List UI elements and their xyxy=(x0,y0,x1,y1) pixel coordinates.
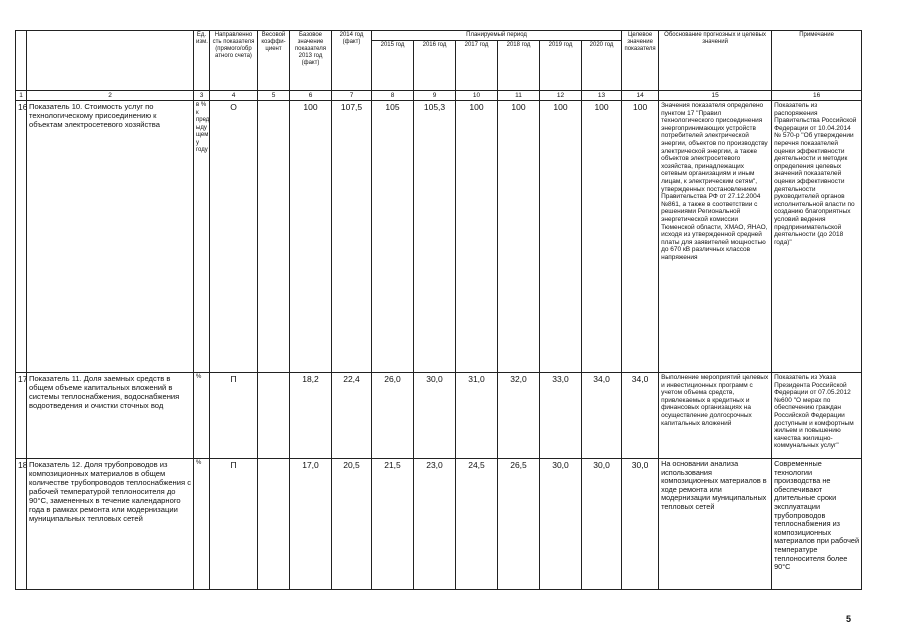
header-direction: Направленно сть показателя (прямого/обр атного счета) xyxy=(210,31,258,91)
unit-cell: % xyxy=(194,459,210,590)
header-fact-2014: 2014 год (факт) xyxy=(332,31,372,91)
col-number: 14 xyxy=(622,91,659,101)
year-value: 23,0 xyxy=(414,459,456,590)
header-name xyxy=(27,31,194,91)
col-number: 6 xyxy=(290,91,332,101)
header-unit: Ед. изм. xyxy=(194,31,210,91)
direction-cell: П xyxy=(210,459,258,590)
header-planned-period: Планируемый период xyxy=(372,31,622,41)
col-number: 15 xyxy=(659,91,772,101)
target-value: 30,0 xyxy=(622,459,659,590)
col-number: 12 xyxy=(540,91,582,101)
year-value: 105,3 xyxy=(414,101,456,373)
year-value: 30,0 xyxy=(414,373,456,459)
header-year: 2020 год xyxy=(582,41,622,91)
direction-cell: П xyxy=(210,373,258,459)
col-number: 9 xyxy=(414,91,456,101)
header-year: 2017 год xyxy=(456,41,498,91)
col-number: 3 xyxy=(194,91,210,101)
year-value: 33,0 xyxy=(540,373,582,459)
table-row xyxy=(16,459,862,590)
col-number: 13 xyxy=(582,91,622,101)
year-value: 30,0 xyxy=(582,459,622,590)
page-number: 5 xyxy=(846,614,852,624)
row-number: 18 xyxy=(16,459,27,590)
note-text: Показатель из распоряжения Правительства Российской Федерации от 10.04.2014 № 570-р "Об утверждении перечня показателей оценки эффективности деятельности и методик определения целевых значений показателей оценки эффективности деятельности руководителей органов исполнительной власти по созданию благоприятных условий ведения предпринимательской деятельности (до 2018 года)" xyxy=(772,101,862,373)
header-justification: Обоснование прогнозных и целевых значений xyxy=(659,31,772,91)
header-row-top xyxy=(16,31,862,41)
col-number: 16 xyxy=(772,91,862,101)
indicators-table xyxy=(15,30,862,590)
header-year: 2015 год xyxy=(372,41,414,91)
col-number: 1 xyxy=(16,91,27,101)
year-value: 100 xyxy=(582,101,622,373)
header-year: 2018 год xyxy=(498,41,540,91)
row-number: 17 xyxy=(16,373,27,459)
header-year: 2016 год xyxy=(414,41,456,91)
year-value: 21,5 xyxy=(372,459,414,590)
year-value: 105 xyxy=(372,101,414,373)
header-target: Целевое значение показателя xyxy=(622,31,659,91)
table-row xyxy=(16,101,862,373)
year-value: 30,0 xyxy=(540,459,582,590)
col-number: 5 xyxy=(258,91,290,101)
target-value: 100 xyxy=(622,101,659,373)
direction-cell: О xyxy=(210,101,258,373)
header-weight: Весовой коэффи- циент xyxy=(258,31,290,91)
col-number: 2 xyxy=(27,91,194,101)
col-number: 8 xyxy=(372,91,414,101)
weight-cell xyxy=(258,373,290,459)
indicator-name: Показатель 10. Стоимость услуг по технологическому присоединению к объектам электросетевого хозяйства xyxy=(27,101,194,373)
base-value: 18,2 xyxy=(290,373,332,459)
fact-2014-value: 107,5 xyxy=(332,101,372,373)
note-text: Показатель из Указа Президента Российской Федерации от 07.05.2012 №600 "О мерах по обеспечению граждан Российской Федерации доступным и комфортным жильем и повышению качества жилищно-коммунальных услуг" xyxy=(772,373,862,459)
year-value: 32,0 xyxy=(498,373,540,459)
target-value: 34,0 xyxy=(622,373,659,459)
note-text: Современные технологии производства не обеспечивают длительные сроки эксплуатации трубопроводов теплоснабжения из композиционных материалов при рабочей температуре теплоносителя более 90°С xyxy=(772,459,862,590)
indicator-name: Показатель 11. Доля заемных средств в общем объеме капитальных вложений в системы теплоснабжения, водоснабжения водоотведения и очистки сточных вод xyxy=(27,373,194,459)
justification-text: На основании анализа использования композиционных материалов в ходе ремонта или модернизации муниципальных тепловых сетей xyxy=(659,459,772,590)
justification-text: Значения показателя определено пунктом 17 "Правил технологического присоединения энергопринимающих устройств потребителей электрической энергии, объектов по производству электрической энергии, а также объектов электросетевого хозяйства, принадлежащих сетевым организациям и иным лицам, к электрическим сетям", утвержденных постановлением Правительства РФ от 27.12.2004 №861, а также в соответствии с решениями Региональной энергетической комиссии Тюменской области, ХМАО, ЯНАО, исходя из утвержденной средней платы для заявителей мощностью до 670 кВ различных классов напряжения xyxy=(659,101,772,373)
weight-cell xyxy=(258,101,290,373)
unit-cell: % xyxy=(194,373,210,459)
col-number: 10 xyxy=(456,91,498,101)
header-note: Примечание xyxy=(772,31,862,91)
base-value: 17,0 xyxy=(290,459,332,590)
year-value: 100 xyxy=(540,101,582,373)
header-year: 2019 год xyxy=(540,41,582,91)
year-value: 26,5 xyxy=(498,459,540,590)
year-value: 100 xyxy=(456,101,498,373)
col-number: 4 xyxy=(210,91,258,101)
justification-text: Выполнение мероприятий целевых и инвестиционных программ с учетом объема средств, привлекаемых в кредитных и финансовых организациях на осуществление долгосрочных капитальных вложений xyxy=(659,373,772,459)
indicator-name: Показатель 12. Доля трубопроводов из композиционных материалов в общем количестве трубопроводов теплоснабжения с рабочей температурой теплоносителя до 90°С, замененных в течение календарного года в рамках ремонта или модернизации муниципальных тепловых сетей xyxy=(27,459,194,590)
fact-2014-value: 22,4 xyxy=(332,373,372,459)
table-row xyxy=(16,373,862,459)
header-num xyxy=(16,31,27,91)
col-number: 7 xyxy=(332,91,372,101)
year-value: 31,0 xyxy=(456,373,498,459)
row-number: 16 xyxy=(16,101,27,373)
col-number: 11 xyxy=(498,91,540,101)
base-value: 100 xyxy=(290,101,332,373)
year-value: 34,0 xyxy=(582,373,622,459)
header-base: Базовое значение показателя 2013 год (факт) xyxy=(290,31,332,91)
fact-2014-value: 20,5 xyxy=(332,459,372,590)
column-numbers-row xyxy=(16,91,862,101)
year-value: 100 xyxy=(498,101,540,373)
year-value: 24,5 xyxy=(456,459,498,590)
weight-cell xyxy=(258,459,290,590)
unit-cell: в % к пред ыду щем у году xyxy=(194,101,210,373)
year-value: 26,0 xyxy=(372,373,414,459)
